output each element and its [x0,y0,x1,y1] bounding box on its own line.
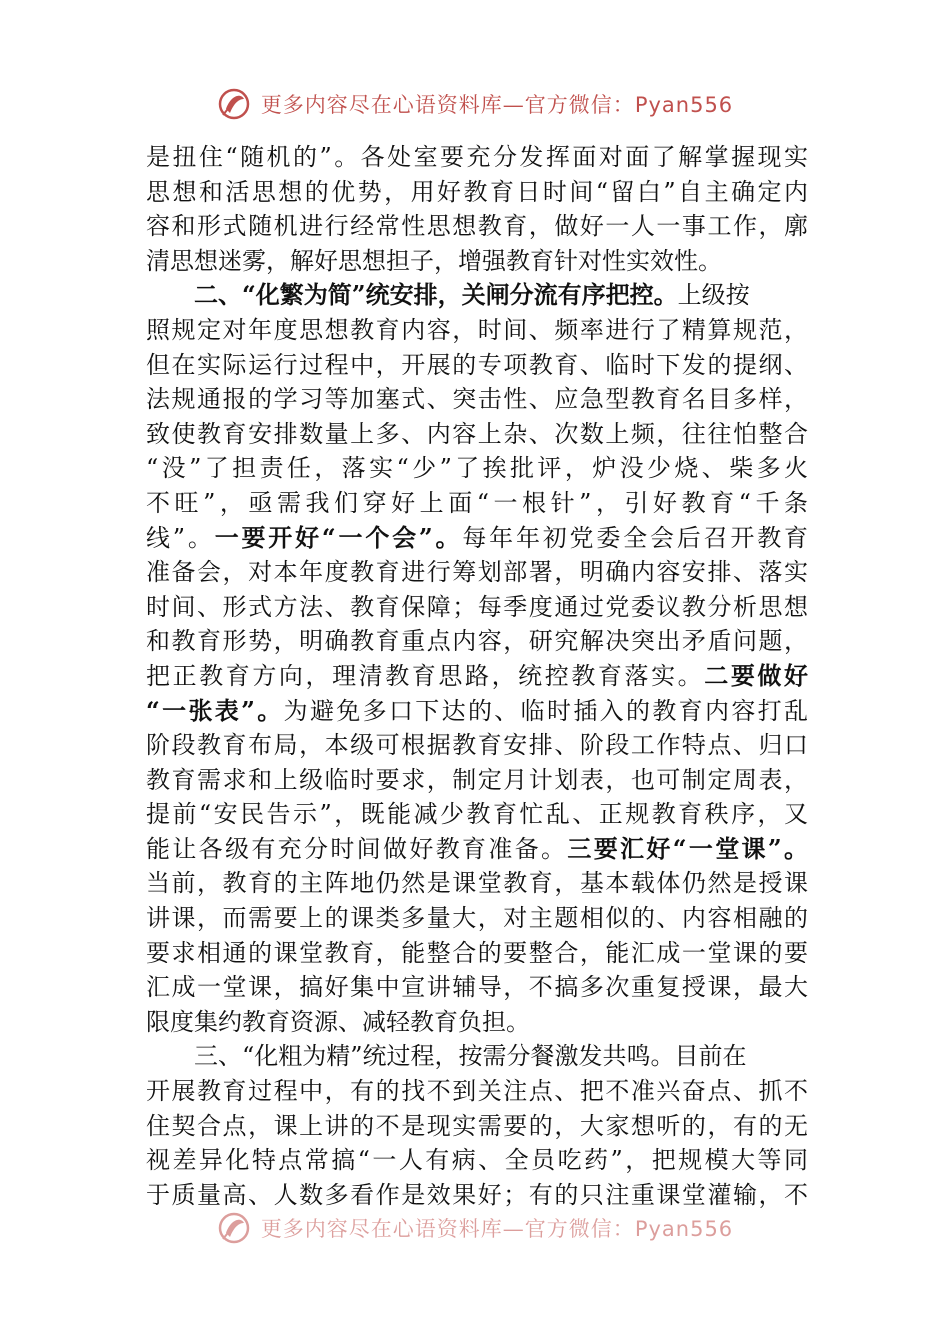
text-line: 准备会，对本年度教育进行筹划部署，明确内容安排、落实 [146,558,810,587]
text-line [146,278,808,313]
text-line: 讲课，而需要上的课类多量大，对主题相似的、内容相融的 [146,904,810,933]
watermark-text: 更多内容尽在心语资料库—官方微信：Pyan556 [260,1217,734,1241]
text-line: 要求相通的课堂教育，能整合的要整合，能汇成一堂课的要 [146,938,810,967]
text-line: 阶段教育布局，本级可根据教育安排、阶段工作特点、归口 [146,731,810,760]
text-line: 把正教育方向，理清教育思路，统控教育落实。二要做好 [146,660,811,690]
text-line: 照规定对年度思想教育内容，时间、频率进行了精算规范， [146,315,810,344]
text-line: 教育需求和上级临时要求，制定月计划表，也可制定周表， [146,765,810,794]
text-line: 思想和活思想的优势，用好教育日时间“留白”自主确定内 [146,177,811,206]
text-segment: 三、“化粗为精”统过程，按需分餐激发共鸣。目前在 [194,1042,747,1071]
text-line: 提前“安民告示”，既能减少教育忙乱、正规教育秩序，又 [146,800,811,829]
watermark-footer [0,1210,950,1246]
text-line: 视差异化特点常搞“一人有病、全员吃药”，把规模大等同 [146,1146,811,1175]
text-line: 时间、形式方法、教育保障；每季度通过党委议教分析思想 [146,592,810,621]
document-body [146,140,813,1212]
text-line: 汇成一堂课，搞好集中宣讲辅导，不搞多次重复授课，最大 [146,973,810,1002]
watermark-text: 更多内容尽在心语资料库—官方微信：Pyan556 [260,93,734,117]
text-line: 不旺”，亟需我们穿好上面“一根针”，引好教育“千条 [146,488,813,517]
stylized-letter-logo-icon [217,87,251,121]
text-line: “没”了担责任，落实“少”了挨批评，炉没少烧、柴多火 [146,454,812,483]
text-segment: 清思想迷雾，解好思想担子，增强教育针对性实效性。 [146,246,722,275]
text-line [146,1005,808,1040]
text-line: 容和形式随机进行经常性思想教育，做好一人一事工作，廓 [146,212,810,241]
text-line: 能让各级有充分时间做好教育准备。三要汇好“一堂课”。 [146,833,811,863]
text-line: 是扭住“随机的”。各处室要充分发挥面对面了解掌握现实 [146,143,811,171]
text-line: 当前，教育的主阵地仍然是课堂教育，基本载体仍然是授课 [146,869,810,898]
text-line: 致使教育安排数量上多、内容上杂、次数上频，往往怕整合 [146,419,810,448]
bold-text-segment: 二、“化繁为简”统安排，关闸分流有序把控。 [194,280,678,310]
text-segment: 限度集约教育资源、减轻教育负担。 [146,1007,530,1036]
text-line: 法规通报的学习等加塞式、突击性、应急型教育名目多样， [146,385,810,414]
text-line: “一张表”。为避免多口下达的、临时插入的教育内容打乱 [146,695,811,725]
text-line: 线”。一要开好“一个会”。每年年初党委全会后召开教育 [146,522,811,552]
watermark-header [0,84,950,124]
text-line: 但在实际运行过程中，开展的专项教育、临时下发的提纲、 [146,350,810,379]
text-segment: 上级按 [677,281,750,310]
text-line [146,1039,808,1074]
text-line [146,244,808,279]
stylized-letter-logo-icon [217,1211,251,1245]
text-line: 于质量高、人数多看作是效果好；有的只注重课堂灌输，不 [146,1180,810,1209]
text-line: 住契合点，课上讲的不是现实需要的，大家想听的，有的无 [146,1111,810,1140]
text-line: 和教育形势，明确教育重点内容，研究解决突出矛盾问题， [146,627,810,656]
text-line: 开展教育过程中，有的找不到关注点、把不准兴奋点、抓不 [146,1077,810,1106]
